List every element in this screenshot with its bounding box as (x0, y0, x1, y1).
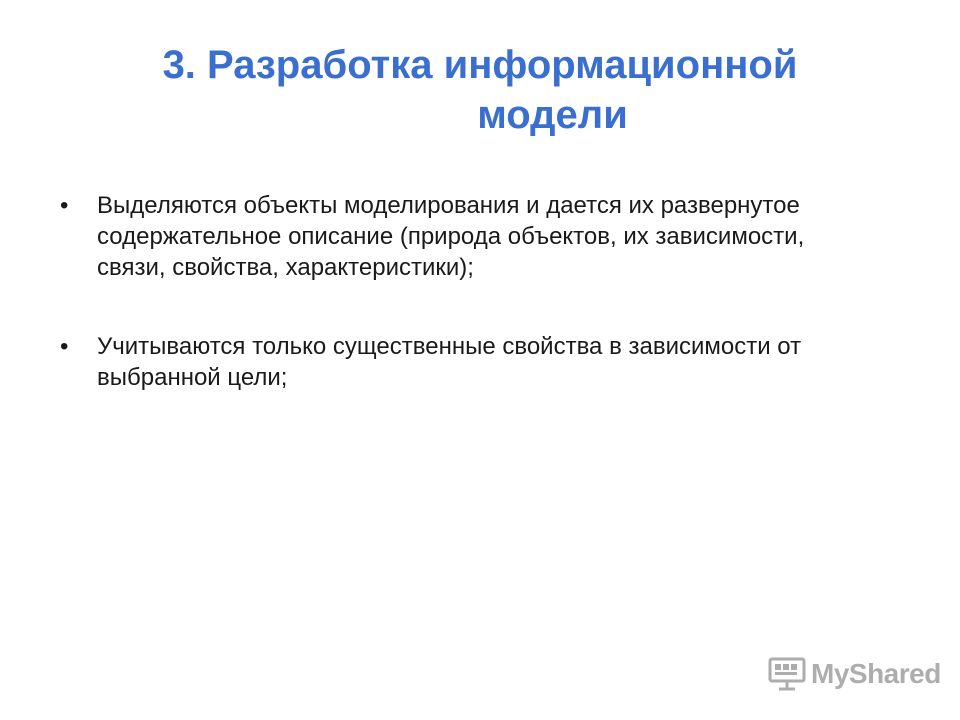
bullet-line: Учитываются только существенные свойства в зависимости от (97, 333, 802, 360)
watermark-logo (768, 656, 941, 692)
bullet-item-2 (60, 331, 900, 393)
bullet-line: выбранной цели; (97, 364, 288, 391)
bullet-line: Выделяются объекты моделирования и дается их развернутое (97, 192, 800, 219)
bullet-list (60, 190, 900, 393)
bullet-text (97, 190, 900, 283)
bullet-marker: • (60, 192, 69, 219)
watermark-text: MyShared (811, 658, 941, 689)
slide-title-line-2: модели (477, 93, 628, 137)
slide-title (80, 40, 880, 140)
presentation-board-icon (768, 657, 806, 691)
bullet-marker: • (60, 333, 69, 360)
bullet-text (97, 331, 900, 393)
bullet-line: содержательное описание (природа объектов, их зависимости, (97, 223, 805, 250)
bullet-item-1 (60, 190, 900, 283)
bullet-line: связи, свойства, характеристики); (97, 254, 474, 281)
slide-title-line-1: 3. Разработка информационной (162, 43, 798, 87)
